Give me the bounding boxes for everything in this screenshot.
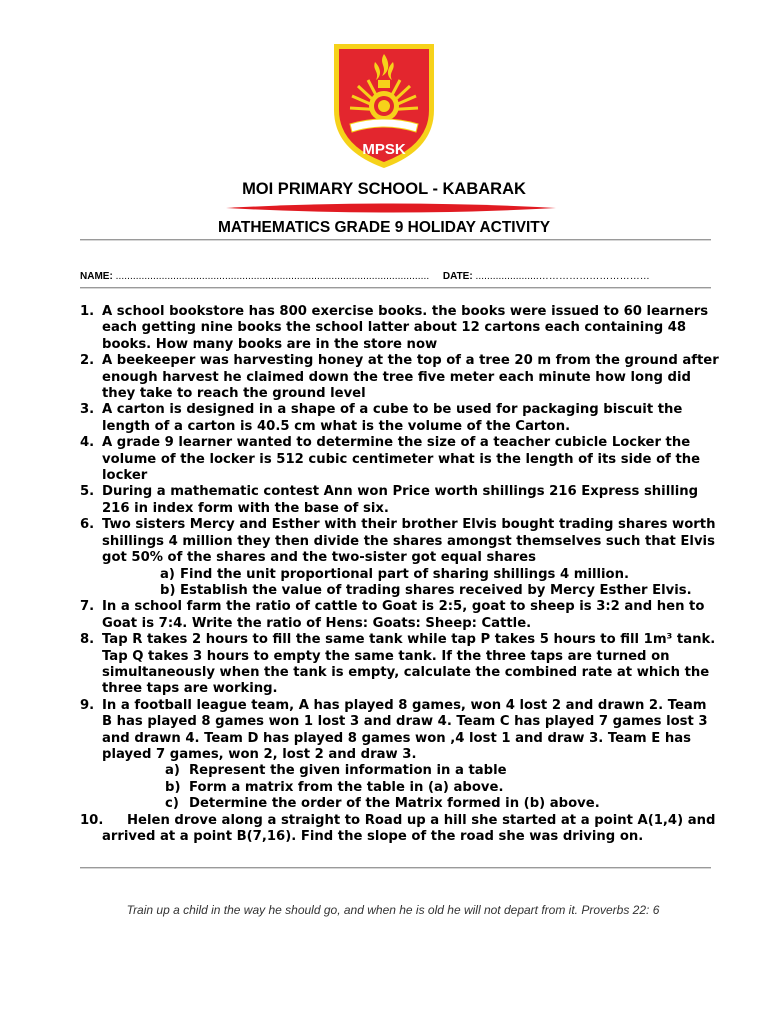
- sub-question-item: [80, 780, 720, 796]
- sub-question-text: Form a matrix from the table in (a) above.: [189, 779, 504, 795]
- sub-question-label: b): [165, 779, 181, 795]
- question-item: [80, 304, 720, 353]
- footer-quote: Train up a child in the way he should go, and when he is old he will not depart from it. Proverbs 22: 6: [126, 903, 660, 917]
- school-name: MOI PRIMARY SCHOOL - KABARAK: [242, 180, 526, 198]
- divider: [80, 287, 711, 289]
- name-field[interactable]: .............................................................................................................: [115, 271, 430, 282]
- question-text: A beekeeper was harvesting honey at the top of a tree 20 m from the ground after enough harvest he claimed down the tree five meter each minute how long did they take to reach the ground level: [102, 353, 719, 402]
- sub-question-text: Represent the given information in a table: [189, 763, 507, 779]
- question-text: A school bookstore has 800 exercise books. the books were issued to 60 learners each getting nine books the school latter about 12 cartons each containing 48 books. How many books are in the store now: [102, 304, 709, 352]
- sub-question-item: [80, 763, 720, 779]
- question-item: [80, 698, 720, 764]
- question-number: 4.: [80, 435, 95, 451]
- question-text: In a football league team, A has played 8 games, won 4 lost 2 and drawn 2. Team B has played 8 games won 1 lost 3 and draw 4. Team C has played 7 games lost 3 and drawn 4. Team D has played 8 games won ,4 lost 1 and draw 3. Team E has played 7 games, won 2, lost 2 and draw 3.: [102, 697, 708, 762]
- question-number: 5.: [80, 484, 95, 500]
- question-number: 2.: [80, 353, 95, 369]
- question-list: [80, 304, 720, 845]
- question-item: [80, 517, 720, 566]
- sub-question-item: [80, 796, 720, 812]
- question-number: 1.: [80, 304, 95, 319]
- sub-question-text: Establish the value of trading shares received by Mercy Esther Elvis.: [180, 582, 692, 598]
- date-label: DATE:: [442, 271, 473, 282]
- question-item: [80, 435, 720, 484]
- name-label: NAME:: [80, 271, 113, 282]
- question-item: [80, 813, 720, 846]
- question-number: 8.: [80, 632, 95, 648]
- question-text: Tap R takes 2 hours to fill the same tank while tap P takes 5 hours to fill 1m³ tank. Tap Q takes 3 hours to empty the same tank. If the three taps are turned on simultaneously when the tank is empty, calculate the combined rate at which the three taps are working.: [102, 632, 716, 697]
- divider: [80, 867, 711, 869]
- decorative-swoosh: [226, 201, 556, 215]
- question-item: [80, 599, 720, 632]
- question-text: During a mathematic contest Ann won Price worth shillings 216 Express shilling 216 in index form with the base of six.: [102, 484, 699, 516]
- divider: [80, 239, 711, 241]
- question-number: 9.: [80, 697, 95, 713]
- date-field[interactable]: ......................……………………………: [475, 271, 650, 282]
- question-item: [80, 632, 720, 698]
- question-item: [80, 353, 720, 402]
- document-title: MATHEMATICS GRADE 9 HOLIDAY ACTIVITY: [217, 219, 551, 236]
- question-text: A carton is designed in a shape of a cube to be used for packaging biscuit the length of a carton is 40.5 cm what is the volume of the Carton.: [102, 402, 683, 434]
- question-number: 10.: [80, 812, 104, 828]
- question-text: In a school farm the ratio of cattle to Goat is 2:5, goat to sheep is 3:2 and hen to Goat is 7:4. Write the ratio of Hens: Goats: Sheep: Cattle.: [102, 599, 705, 631]
- question-number: 6.: [80, 517, 95, 533]
- question-text: Two sisters Mercy and Esther with their brother Elvis bought trading shares worth shillings 4 million they then divide the shares amongst themselves such that Elvis got 50% of the shares and the two-sister got equal shares: [102, 517, 716, 566]
- sub-question-text: Determine the order of the Matrix formed in (b) above.: [189, 796, 600, 812]
- svg-text:MPSK: MPSK: [362, 141, 406, 158]
- question-text: Helen drove along a straight to Road up a hill she started at a point A(1,4) and arrived at a point B(7,16). Find the slope of the road she was driving on.: [102, 812, 716, 844]
- sub-question-label: c): [165, 796, 179, 812]
- name-date-row: [80, 271, 720, 282]
- sub-question-label: a): [160, 566, 175, 582]
- sub-question-label: b): [160, 582, 176, 598]
- sub-question-item: [80, 583, 720, 599]
- school-crest-logo: [328, 40, 440, 172]
- question-number: 3.: [80, 402, 95, 418]
- question-text: A grade 9 learner wanted to determine the size of a teacher cubicle Locker the volume of the locker is 512 cubic centimeter what is the length of its side of the locker: [102, 435, 701, 484]
- question-number: 7.: [80, 599, 95, 615]
- sub-question-item: [80, 567, 720, 583]
- question-item: [80, 484, 720, 517]
- sub-question-text: Find the unit proportional part of sharing shillings 4 million.: [180, 566, 629, 582]
- sub-question-label: a): [165, 763, 180, 779]
- question-item: [80, 402, 720, 435]
